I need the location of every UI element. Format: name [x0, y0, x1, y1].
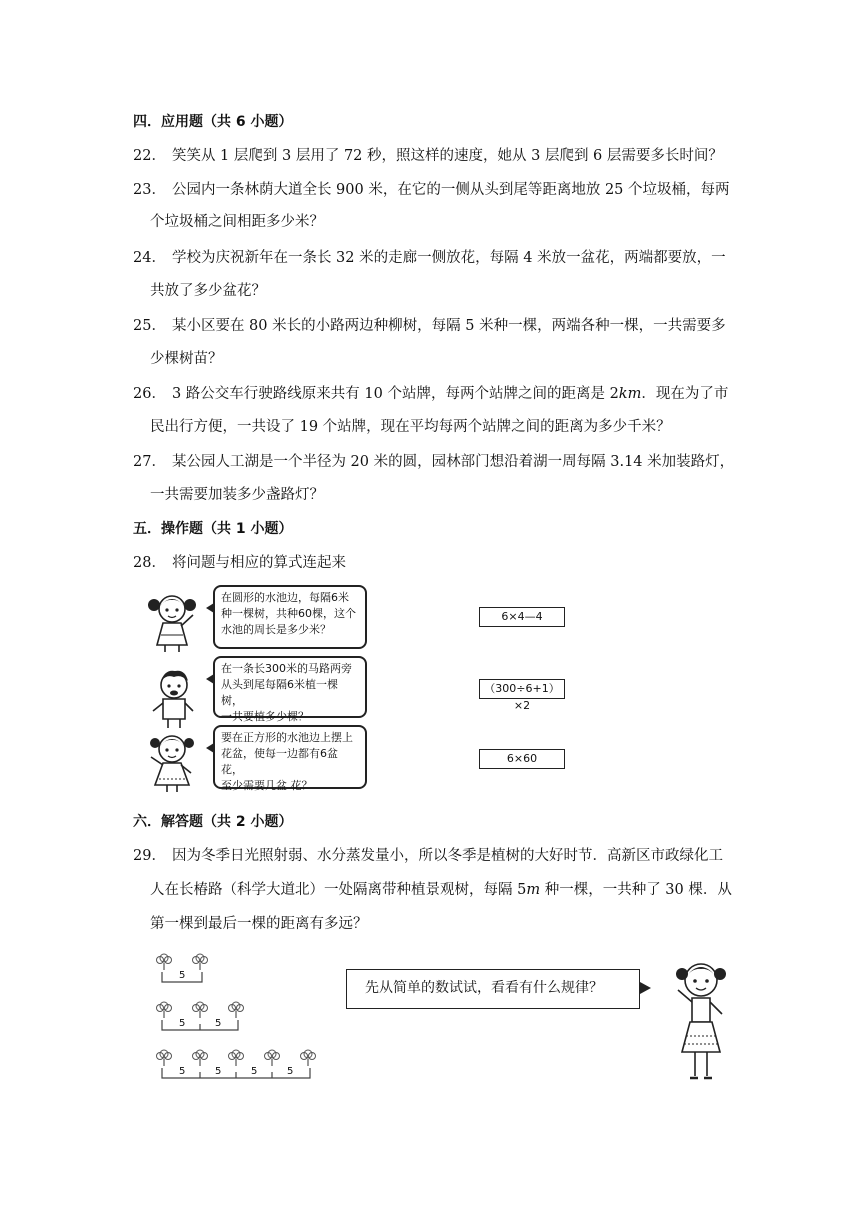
segment-label: 5: [215, 1066, 222, 1077]
question-22: [133, 146, 723, 166]
question-27-cont: 一共需要加装多少盏路灯？: [150, 487, 324, 503]
question-29-cont: [150, 880, 732, 900]
segment-label: 5: [287, 1066, 294, 1077]
question-number: 27．: [133, 454, 166, 470]
section-5-heading: 五．操作题（共 1 小题）: [133, 521, 293, 537]
unit-m: m: [526, 882, 541, 898]
bubble-line: 至少需要几盆 花？: [221, 779, 313, 792]
segment-label: 5: [179, 1018, 186, 1029]
bubble-line: 在圆形的水池边，每隔6米: [221, 591, 349, 604]
question-text: 笑笑从 1 层爬到 3 层用了 72 秒，照这样的速度，她从 3 层爬到 6 层需要多长时间？: [171, 148, 723, 164]
question-text: 公园内一条林荫大道全长 900 米，在它的一侧从头到尾等距离地放 25 个垃圾桶，每两: [171, 182, 730, 198]
question-number: 26．: [133, 386, 166, 402]
segment-label: 5: [179, 1066, 186, 1077]
girl-cartoon-icon: [143, 589, 201, 653]
formula-box-2[interactable]: （300÷6+1）×2: [479, 679, 565, 699]
bubble-line: 从头到尾每隔6米植一棵树，: [221, 678, 338, 707]
question-29-cont: 第一棵到最后一棵的距离有多远？: [150, 916, 368, 932]
boy-cartoon-icon: [145, 665, 203, 729]
question-text: 人在长椿路（科学大道北）一处隔离带种植景观树，每隔 5: [150, 882, 527, 898]
bubble-line: 要在正方形的水池边上摆上: [221, 731, 353, 744]
section-4-heading: 四．应用题（共 6 小题）: [133, 114, 293, 130]
question-bubble-2: [213, 656, 367, 723]
question-24: [133, 248, 726, 268]
section-6-heading: 六．解答题（共 2 小题）: [133, 814, 293, 830]
bubble-line: 种一棵树，共种60棵，这个: [221, 607, 356, 620]
formula-box-1[interactable]: 6×4—4: [479, 607, 565, 627]
question-number: 23．: [133, 182, 166, 198]
bubble-line: 一共要植多少棵？: [221, 710, 309, 723]
question-bubble-3: [213, 725, 367, 792]
question-27: [133, 452, 734, 472]
bubble-line: 水池的周长是多少米？: [221, 623, 331, 636]
question-number: 24．: [133, 250, 166, 266]
tree-rows-diagram: [150, 944, 336, 1092]
question-text: 3 路公交车行驶路线原来共有 10 个站牌，每两个站牌之间的距离是 2: [171, 386, 619, 402]
matching-figure: [143, 583, 583, 795]
question-text: 某公园人工湖是一个半径为 20 米的圆，园林部门想沿着湖一周每隔 3.14 米加装路灯，: [171, 454, 735, 470]
hint-speech-box: 先从简单的数试试，看看有什么规律？: [346, 969, 640, 1009]
question-23-cont: 个垃圾桶之间相距多少米？: [150, 214, 324, 230]
question-number: 25．: [133, 318, 166, 334]
unit-km: km: [618, 386, 642, 402]
bubble-line: 在一条长300米的马路两旁: [221, 662, 352, 675]
question-text: 某小区要在 80 米长的小路两边种柳树，每隔 5 米种一棵，两端各种一棵，一共需要多: [171, 318, 726, 334]
segment-label: 5: [215, 1018, 222, 1029]
girl-cartoon-icon: [143, 729, 201, 793]
formula-box-3[interactable]: 6×60: [479, 749, 565, 769]
tree-row-2: [157, 1002, 244, 1030]
question-bubble-1: [213, 585, 367, 649]
question-text: ．现在为了市: [641, 386, 729, 402]
question-number: 28．: [133, 555, 166, 571]
question-26-cont: 民出行方便，一共设了 19 个站牌，现在平均每两个站牌之间的距离为多少千米？: [150, 419, 671, 435]
bubble-line: 花盆，使每一边都有6盆花，: [221, 747, 338, 776]
question-text: 将问题与相应的算式连起来: [171, 555, 346, 571]
question-23: [133, 180, 730, 200]
question-number: 29．: [133, 848, 166, 864]
question-text: 因为冬季日光照射弱、水分蒸发量小，所以冬季是植树的大好时节．高新区市政绿化工: [171, 848, 723, 864]
question-25-cont: 少棵树苗？: [150, 351, 223, 367]
question-26: [133, 384, 728, 404]
question-24-cont: 共放了多少盆花？: [150, 283, 266, 299]
question-number: 22．: [133, 148, 166, 164]
girl-cartoon-icon: [670, 956, 732, 1088]
question-25: [133, 316, 726, 336]
question-28: [133, 553, 346, 573]
question-29: [133, 846, 723, 866]
question-text: 学校为庆祝新年在一条长 32 米的走廊一侧放花，每隔 4 米放一盆花，两端都要放，一: [171, 250, 726, 266]
segment-label: 5: [251, 1066, 258, 1077]
segment-label: 5: [179, 970, 186, 981]
question-text: 种一棵，一共种了 30 棵．从: [540, 882, 732, 898]
tree-pattern-figure: [150, 944, 736, 1092]
